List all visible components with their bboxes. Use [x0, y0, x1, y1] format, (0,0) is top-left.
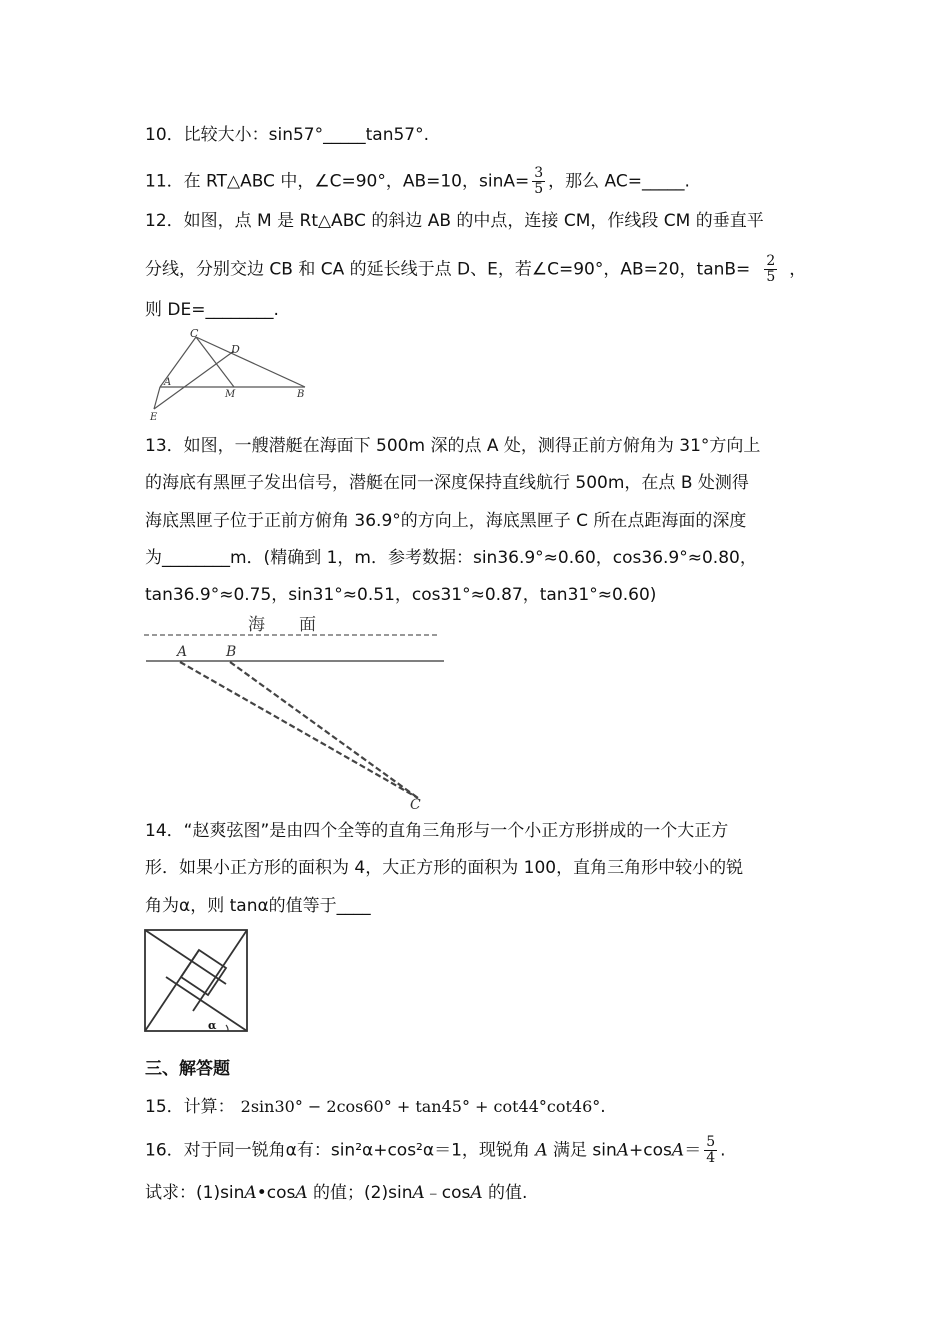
question-11 — [145, 166, 690, 197]
question-12-line2-text: 分线，分别交边 CB 和 CA 的延长线于点 D、E，若∠C=90°，AB=20，tanB= — [145, 259, 751, 280]
label-e: E — [150, 412, 158, 423]
fraction-2-5: $\frac{2}{5}$ — [766, 253, 776, 285]
label-b: B — [226, 644, 237, 660]
triangle-hyp-1 — [145, 930, 226, 984]
question-16-equals: ＝ — [684, 1140, 702, 1161]
question-15 — [145, 1094, 606, 1120]
question-10: 10．比较大小：sin57°_____tan57°. — [145, 125, 430, 145]
variable-a: A — [412, 1183, 425, 1203]
sight-line-bc — [230, 662, 418, 798]
question-16-part: 试求：(1)sin — [145, 1183, 245, 1203]
sight-line-ac — [180, 662, 418, 798]
question-11-text: 11．在 RT△ABC 中，∠C=90°，AB=10，sinA= — [145, 171, 530, 192]
question-13-line1: 13．如图，一艘潜艇在海面下 500m 深的点 A 处，测得正前方俯角为 31°方向上 — [145, 436, 761, 456]
question-12-line3: 则 DE=________. — [145, 300, 279, 320]
question-16-part: •cos — [256, 1183, 296, 1203]
section-heading: 三、解答题 — [145, 1059, 230, 1079]
variable-a: A — [244, 1183, 257, 1203]
question-12-line2 — [145, 254, 806, 285]
variable-a: A — [671, 1140, 685, 1161]
question-13-line5: tan36.9°≈0.75，sin31°≈0.51，cos31°≈0.87，tan31°≈0.60) — [145, 585, 657, 605]
variable-a: A — [535, 1140, 548, 1161]
label-a: A — [177, 644, 188, 660]
fraction-5-4: $\frac{5}{4}$ — [706, 1134, 716, 1166]
variable-a: A — [295, 1183, 308, 1203]
triangle-hyp-3 — [166, 977, 247, 1031]
question-15-expression: 2sin30° − 2cos60° + tan45° + cot44°cot46° — [240, 1097, 601, 1116]
question-11-tail: ，那么 AC=_____. — [548, 171, 690, 192]
fraction-3-5: $\frac{3}{5}$ — [534, 165, 544, 197]
question-12-line2-tail: ， — [789, 259, 807, 280]
alpha-label: α — [208, 1019, 217, 1032]
segment-cm — [196, 337, 234, 387]
question-14-line2: 形．如果小正方形的面积为 4，大正方形的面积为 100，直角三角形中较小的锐 — [145, 858, 744, 878]
variable-a: A — [470, 1183, 483, 1203]
question-13-line4: 为________m．(精确到 1，m．参考数据：sin36.9°≈0.60，cos36.9°≈0.80， — [145, 548, 757, 568]
question-16-text-mid: 满足 sin — [553, 1140, 617, 1161]
figure-12-triangle — [140, 325, 340, 425]
label-d: D — [231, 343, 240, 356]
label-b: B — [297, 389, 305, 400]
question-16-line1 — [145, 1135, 726, 1166]
label-c: C — [410, 797, 421, 813]
question-16-line2 — [145, 1180, 527, 1206]
segment-cb — [196, 337, 305, 387]
question-16-text: 16．对于同一锐角α有：sin²α+cos²α＝1，现锐角 — [145, 1140, 530, 1161]
question-16-part: 的值. — [482, 1183, 528, 1203]
question-16-part: ﹣cos — [424, 1183, 471, 1203]
variable-a: A — [616, 1140, 630, 1161]
question-15-end: . — [600, 1097, 606, 1117]
large-square — [145, 930, 247, 1031]
question-16-part: 的值；(2)sin — [307, 1183, 413, 1203]
question-16-end: . — [720, 1140, 726, 1161]
label-c: C — [190, 327, 199, 340]
sea-surface-label: 海 面 — [248, 615, 316, 635]
question-16-text-cos: +cos — [629, 1140, 672, 1161]
question-13-line3: 海底黑匣子位于正前方俯角 36.9°的方向上，海底黑匣子 C 所在点距海面的深度 — [145, 511, 747, 531]
question-12-line1: 12．如图，点 M 是 Rt△ABC 的斜边 AB 的中点，连接 CM，作线段 CM 的垂直平 — [145, 211, 764, 231]
question-15-label: 15．计算： — [145, 1097, 235, 1117]
question-14-line1: 14．“赵爽弦图”是由四个全等的直角三角形与一个小正方形拼成的一个大正方 — [145, 821, 729, 841]
triangle-hyp-2 — [193, 930, 247, 1011]
figure-14-zhaoshuang-diagram — [144, 929, 250, 1033]
figure-13-submarine — [140, 608, 450, 813]
label-m: M — [225, 389, 236, 400]
question-13-line2: 的海底有黑匣子发出信号，潜艇在同一深度保持直线航行 500m，在点 B 处测得 — [145, 473, 749, 493]
question-14-line3: 角为α，则 tanα的值等于____ — [145, 896, 371, 916]
alpha-angle-arc — [226, 1025, 228, 1031]
label-a: A — [164, 377, 172, 388]
